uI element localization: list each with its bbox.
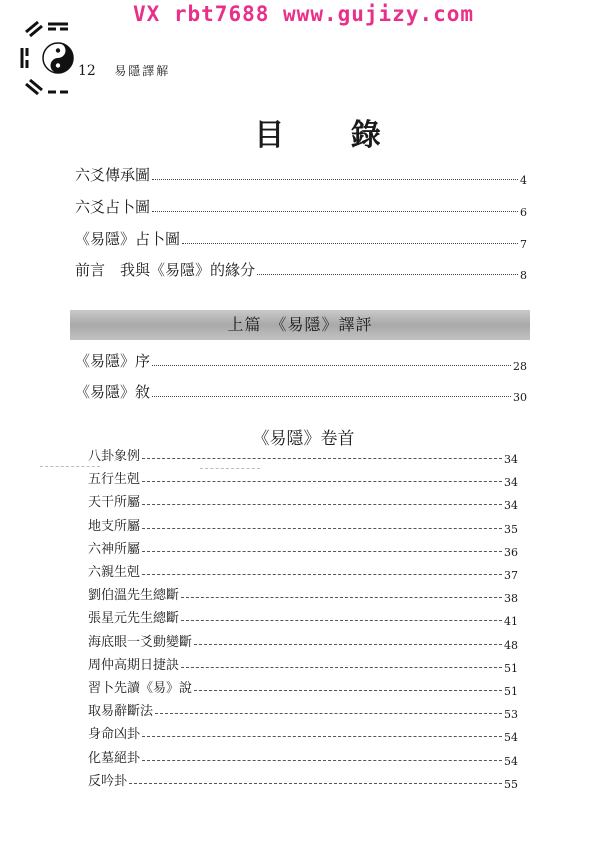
toc-entry-page: 8 [520, 269, 527, 282]
toc-entry [88, 699, 518, 722]
toc-entry [75, 163, 527, 185]
toc-entry-title: 《易隱》序 [75, 352, 151, 370]
toc-entry [75, 195, 527, 217]
toc-entry-page: 7 [520, 238, 527, 251]
toc-entry-page: 41 [504, 615, 518, 629]
toc-entry-title: 身命凶卦 [88, 727, 141, 743]
toc-entry-page: 4 [520, 174, 527, 187]
toc-entry [88, 746, 518, 766]
toc-entry [75, 380, 527, 402]
toc-entry [88, 653, 518, 673]
toc-entry-title: 六爻傳承圖 [75, 166, 151, 184]
toc-entry-title: 反吟卦 [88, 773, 128, 789]
dot-leader [142, 504, 502, 505]
running-header [78, 62, 170, 79]
toc-entry [88, 676, 518, 696]
toc-entry [88, 490, 518, 513]
dot-leader [152, 211, 518, 212]
dot-leader [152, 396, 511, 397]
toc-entry-page: 51 [504, 685, 518, 698]
toc-entry-title: 周仲高期日捷訣 [88, 657, 180, 673]
dot-leader [142, 760, 502, 761]
toc-entry [75, 258, 527, 280]
toc-entry-page: 34 [504, 499, 518, 513]
toc-entry [88, 514, 518, 534]
dot-leader [142, 574, 502, 575]
dot-leader [194, 690, 502, 691]
toc-entry-page: 37 [504, 569, 518, 582]
toc-entry-title: 取易辭斷法 [88, 704, 154, 720]
toc-entry-page: 35 [504, 522, 518, 536]
toc-entry-page: 54 [504, 731, 518, 745]
toc-entry [88, 467, 518, 490]
toc-entry-title: 六神所屬 [88, 541, 141, 557]
dot-leader [129, 783, 502, 784]
dot-leader [194, 644, 502, 645]
dot-leader [181, 597, 502, 598]
toc-entry-title: 劉伯溫先生總斷 [88, 588, 180, 604]
subsection-heading: 《易隱》卷首 [252, 429, 355, 449]
dot-leader [182, 243, 518, 244]
toc-entry [88, 606, 518, 629]
toc-entry-page: 34 [504, 453, 518, 466]
toc-entry-page: 54 [504, 754, 518, 768]
dot-leader [142, 736, 502, 737]
toc-entry-title: 化墓絕卦 [88, 750, 141, 766]
toc-entry [75, 349, 527, 371]
section-heading: 上篇 《易隱》譯評 [70, 310, 530, 340]
toc-entry-page: 28 [513, 360, 527, 373]
toc-entry [88, 537, 518, 557]
dot-leader [152, 179, 518, 180]
toc-entry-page: 55 [504, 777, 518, 791]
toc-entry-title: 《易隱》占卜圖 [75, 230, 181, 248]
toc-title: 目 錄 [254, 118, 409, 153]
header-book-title: 易隱譯解 [114, 64, 171, 78]
toc-entry [75, 227, 527, 249]
dot-leader [142, 528, 502, 529]
toc-entry-title: 《易隱》敘 [75, 383, 151, 401]
dot-leader [155, 713, 502, 714]
dot-leader [142, 551, 502, 552]
dot-leader [181, 667, 502, 668]
toc-entry-title: 六爻占卜圖 [75, 198, 151, 216]
toc-entry-title: 天干所屬 [88, 495, 141, 511]
toc-entry [88, 769, 518, 789]
toc-entry [88, 630, 518, 650]
header-page-number: 12 [78, 63, 96, 79]
bagua-icon [18, 18, 98, 98]
toc-entry-page: 34 [504, 476, 518, 490]
toc-entry [88, 560, 518, 580]
toc-entry-title: 六親生剋 [88, 565, 141, 580]
toc-entry-title: 八卦象例 [88, 449, 141, 464]
toc-entry-title: 地支所屬 [88, 518, 141, 534]
toc-entry-title: 海底眼一爻動變斷 [88, 634, 193, 650]
toc-entry-page: 6 [520, 206, 527, 219]
dot-leader [181, 620, 502, 621]
dot-leader [142, 458, 502, 459]
toc-entry-page: 51 [504, 661, 518, 675]
toc-entry-title: 張星元先生總斷 [88, 611, 180, 627]
toc-entry-page: 48 [504, 638, 518, 652]
toc-entry [88, 444, 518, 464]
toc-entry [88, 722, 518, 745]
toc-entry-page: 30 [513, 391, 527, 404]
toc-entry-title: 前言 我與《易隱》的緣分 [75, 261, 256, 279]
dot-leader [257, 274, 518, 275]
dot-leader [152, 365, 511, 366]
toc-entry-page: 53 [504, 708, 518, 722]
toc-entry-title: 五行生剋 [88, 472, 141, 488]
dot-leader [142, 481, 502, 482]
watermark-text: VX rbt7688 www.gujizy.com [132, 2, 475, 26]
toc-entry-page: 38 [504, 592, 518, 606]
toc-entry-page: 36 [504, 545, 518, 559]
toc-entry-title: 習卜先讀《易》說 [88, 681, 193, 696]
toc-entry [88, 583, 518, 606]
